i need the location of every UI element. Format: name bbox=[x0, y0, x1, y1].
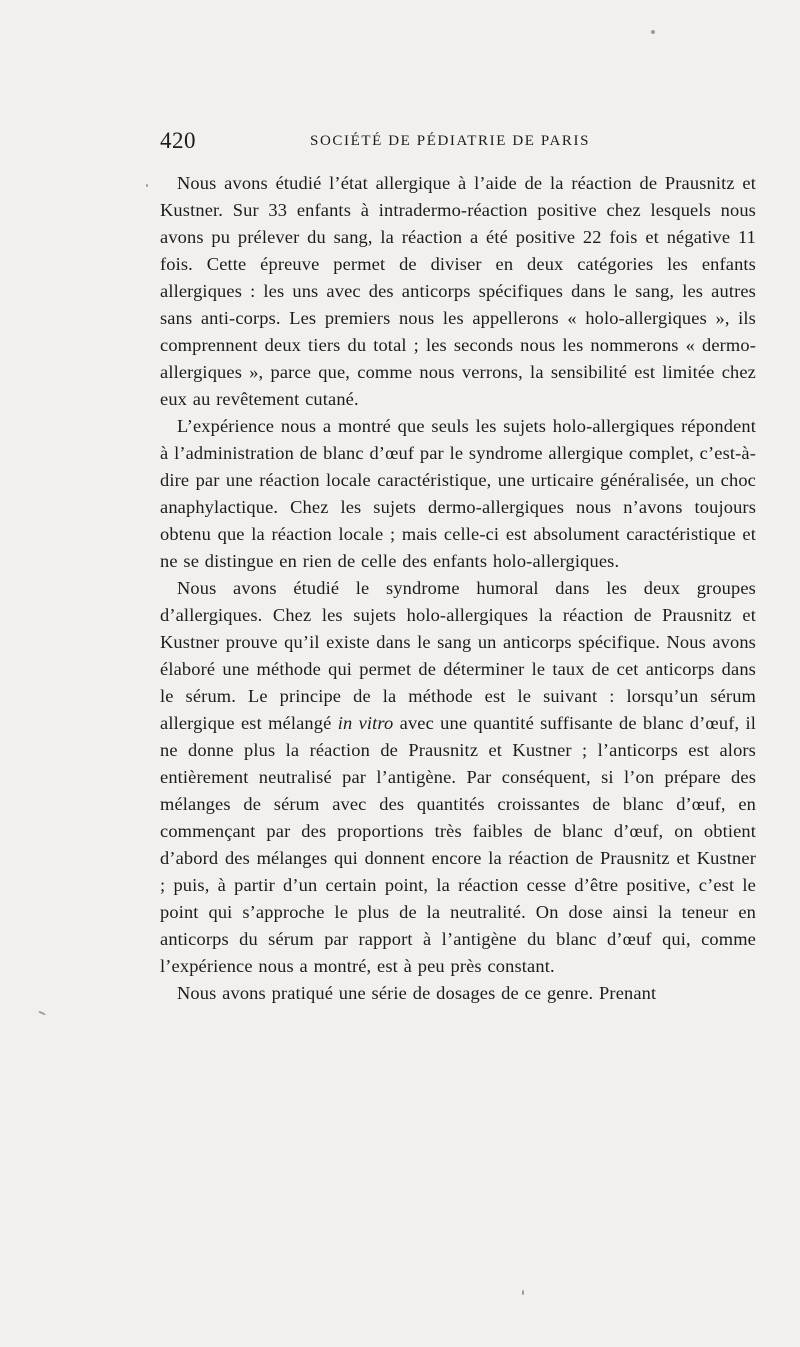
paragraph-humoral-syndrome bbox=[160, 575, 756, 980]
paper-speck bbox=[146, 184, 148, 187]
body-text bbox=[160, 170, 756, 1007]
paper-speck bbox=[651, 30, 655, 34]
page-header bbox=[160, 128, 760, 158]
paragraph-humoral-text-after: avec une quantité suffisante de blanc d’œuf, il ne donne plus la réaction de Prausnitz et Kustner ; l’anticorps est alors entièrement neutralisé par l’antigène. Par conséquent, si l’on prépare des mélanges de sérum avec des quantités croissantes de blanc d’œuf, en commençant par des proportions très faibles de blanc d’œuf, on obtient d’abord des mélanges qui donnent encore la réaction de Prausnitz et Kustner ; puis, à partir d’un certain point, la réaction cesse d’être positive, c’est le point qui s’approche le plus de la neutralité. On dose ainsi la teneur en anticorps du sérum par rapport à l’antigène du blanc d’œuf qui, comme l’expérience nous a montré, est à peu près constant. bbox=[160, 713, 757, 976]
paragraph-dosages: Nous avons pratiqué une série de dosages de ce genre. Prenant bbox=[177, 983, 657, 1003]
paper-speck bbox=[38, 1010, 46, 1015]
paragraph-experience: L’expérience nous a montré que seuls les sujets holo-allergiques répondent à l’administration de blanc d’œuf par le syndrome allergique complet, c’est-à-dire par une réaction locale caractéristique, une urticaire généralisée, un choc anaphylactique. Chez les sujets dermo-allergiques nous n’avons toujours obtenu que la réaction locale ; mais celle-ci est absolument caractéristique et ne se distingue en rien de celle des enfants holo-allergiques. bbox=[160, 416, 756, 571]
italic-in-vitro: in vitro bbox=[337, 713, 394, 733]
paper-speck bbox=[522, 1290, 524, 1295]
running-head: SOCIÉTÉ DE PÉDIATRIE DE PARIS bbox=[310, 133, 591, 149]
paragraph-humoral-text-before: Nous avons étudié le syndrome humoral dans les deux groupes d’allergiques. Chez les sujets holo-allergiques la réaction de Prausnitz et Kustner prouve qu’il existe dans le sang un anticorps spécifique. Nous avons élaboré une méthode qui permet de déterminer le taux de cet anticorps dans le sérum. Le principe de la méthode est le suivant : lorsqu’un sérum allergique est mélangé bbox=[160, 578, 756, 733]
page-number: 420 bbox=[160, 128, 196, 153]
paragraph-allergic-state: Nous avons étudié l’état allergique à l’aide de la réaction de Prausnitz et Kustner. Sur 33 enfants à intradermo-réaction positive chez lesquels nous avons pu prélever du sang, la réaction a été positive 22 fois et négative 11 fois. Cette épreuve permet de diviser en deux catégories les enfants allergiques : les uns avec des anticorps spécifiques dans le sang, les autres sans anti-corps. Les premiers nous les appellerons « holo-allergiques », ils comprennent deux tiers du total ; les seconds nous les nommerons « dermo-allergiques », parce que, comme nous verrons, la sensibilité est limitée chez eux au revêtement cutané. bbox=[160, 173, 756, 409]
